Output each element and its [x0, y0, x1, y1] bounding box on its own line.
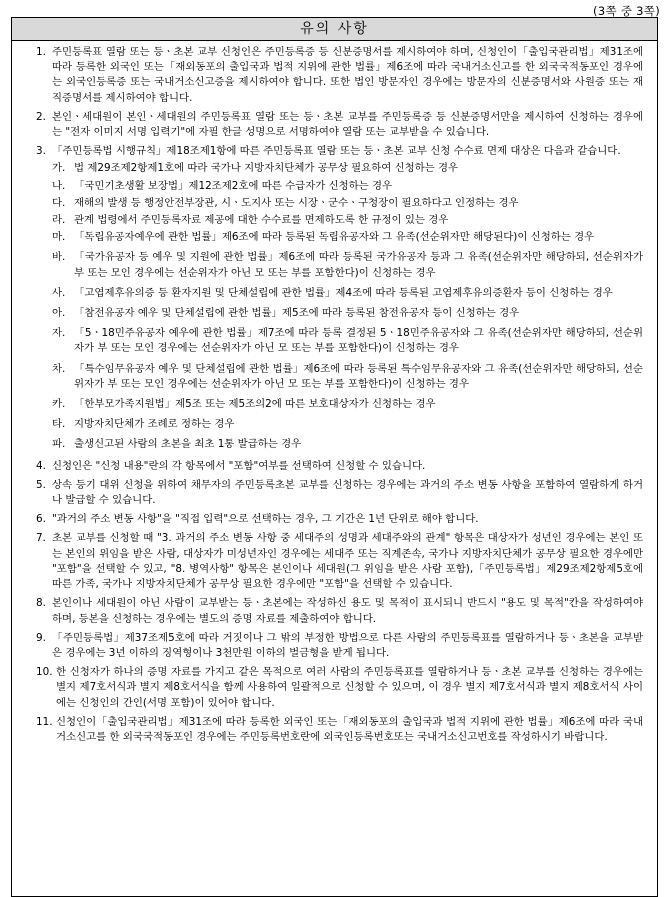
notice-item-6	[36, 512, 643, 527]
exemption-item	[52, 161, 643, 176]
exemption-item	[52, 250, 643, 280]
item-number: 9.	[36, 631, 46, 644]
item-number: 2.	[36, 110, 46, 123]
exemption-label: 가.	[52, 162, 66, 175]
item-number: 5.	[36, 478, 46, 491]
exemption-item	[52, 437, 643, 452]
item-text: 「주민등록법 시행규칙」제18조제1항에 따른 주민등록표 열람 또는 등ㆍ초본 교부 신청 수수료 면제 대상은 다음과 같습니다.	[52, 145, 621, 158]
exemption-text: 「한부모가족지원법」제5조 또는 제5조의2에 따른 보호대상자가 신청하는 경우	[74, 398, 436, 411]
item-text: 한 신청자가 하나의 증명 자료를 가지고 같은 목적으로 여러 사람의 주민등록표를 열람하거나 등ㆍ초본 교부를 신청하는 경우에는 별지 제7호서식과 별지 제8호서식을 함께 사용하여 일괄적으로 신청할 수 있으며, 이 경우 별지 제7호서식과 별지 제8호서식 사이에는 신청인의 간인(서명 포함)이 있어야 합니다.	[56, 666, 643, 709]
exemption-item	[52, 230, 643, 245]
exemption-item	[52, 196, 643, 211]
exemption-text: 「참전유공자 예우 및 단체설립에 관한 법률」제5조에 따라 등록된 참전유공자 등이 신청하는 경우	[74, 307, 520, 320]
exemption-text: 「국민기초생활 보장법」제12조제2호에 따른 수급자가 신청하는 경우	[74, 179, 393, 192]
exemption-text: 「국가유공자 등 예우 및 지원에 관한 법률」제6조에 따라 등록된 국가유공자 등과 그 유족(선순위자만 해당하되, 선순위자가 부 또는 모인 경우에는 선순위자가 아닌 모 또는 부를 포함한다)이 신청하는 경우	[74, 251, 643, 279]
item-number: 6.	[36, 513, 46, 526]
exemption-text: 「특수임무유공자 예우 및 단체설립에 관한 법률」제6조에 따라 등록된 특수임무유공자와 그 유족(선순위자만 해당하되, 선순위자가 부 또는 모인 경우에는 선순위자가 아닌 모 또는 부를 포함한다)이 신청하는 경우	[74, 362, 643, 390]
exemption-item	[52, 306, 643, 321]
item-text: 초본 교부를 신청할 때 "3. 과거의 주소 변동 사항 중 세대주의 성명과 세대주와의 관계" 항목은 대상자가 성년인 경우에는 본인 또는 본인의 위임을 받은 사람, 대상자가 미성년자인 경우에는 세대주 또는 직계존속, 국가나 지방자치단체가 공무상 필요한 경우에만 "포함"을 선택할 수 있고, "8. 병역사항" 항목은 본인이나 세대원(그 위임을 받은 사람 포함),「주민등록법」제29조제2항제5호에 따른 가족, 국가나 지방자치단체가 공무상 필요한 경우에만 "포함"을 선택할 수 있습니다.	[52, 532, 643, 591]
notice-item-3	[36, 144, 643, 454]
item-text: 본인이나 세대원이 아닌 사람이 교부받는 등ㆍ초본에는 작성하신 용도 및 목적이 표시되니 반드시 "용도 및 목적"칸을 작성하여야 하며, 등본을 신청하는 경우에는 별도의 증명 자료를 제출하여야 합니다.	[52, 597, 643, 625]
exemption-label: 자.	[52, 327, 66, 340]
item-number: 11.	[36, 715, 53, 728]
exemption-label: 나.	[52, 179, 66, 192]
item-number: 3.	[36, 145, 46, 158]
item-text: 「주민등록법」제37조제5호에 따라 거짓이나 그 밖의 부정한 방법으로 다른 사람의 주민등록표를 열람하거나 등ㆍ초본을 교부받은 경우에는 3년 이하의 징역형이나 3천만원 이하의 벌금형을 받게 됩니다.	[52, 631, 643, 659]
exemption-label: 아.	[52, 307, 66, 320]
item-text: 주민등록표 열람 또는 등ㆍ초본 교부 신청인은 주민등록증 등 신분증명서를 제시하여야 하며, 신청인이「출입국관리법」제31조에 따라 등록한 외국인 또는「재외동포의 출입국과 법적 지위에 관한 법률」제6조에 따라 국내거소신고를 한 외국국적동포인 경우에는 외국인등록증 또는 국내거소신고증을 제시하여야 합니다. 또한 법인 방문자인 경우에는 방문자의 신분증명서와 사원증 또는 재직증명서를 제시하여야 합니다.	[52, 46, 643, 104]
notice-title: 유의 사항	[12, 18, 657, 41]
item-number: 4.	[36, 459, 46, 472]
notice-item-2	[36, 110, 643, 140]
exemption-label: 사.	[52, 286, 66, 299]
item-text: 신청인은 "신청 내용"란의 각 항목에서 "포함"여부를 선택하여 신청할 수 있습니다.	[52, 459, 426, 472]
exemption-text: 출생신고된 사람의 초본을 최초 1통 발급하는 경우	[74, 438, 302, 451]
exemption-label: 카.	[52, 398, 66, 411]
item-text: "과거의 주소 변동 사항"을 "직접 입력"으로 선택하는 경우, 그 기간은 1년 단위로 해야 합니다.	[52, 513, 479, 526]
exemption-text: 「독립유공자예우에 관한 법률」제6조에 따라 등록된 독립유공자와 그 유족(선순위자만 해당된다)이 신청하는 경우	[74, 231, 595, 244]
notice-content	[12, 41, 657, 745]
notice-box	[11, 17, 658, 897]
item-number: 8.	[36, 597, 46, 610]
exemption-text: 「고엽제후유의증 등 환자지원 및 단체설립에 관한 법률」제4조에 따라 등록된 고엽제후유의증환자 등이 신청하는 경우	[74, 286, 613, 299]
exemption-label: 타.	[52, 418, 66, 431]
item-number: 1.	[36, 46, 46, 58]
exemption-label: 다.	[52, 196, 66, 209]
notice-item-10	[36, 665, 643, 711]
exemption-item	[52, 362, 643, 392]
exemption-label: 차.	[52, 362, 66, 375]
item-number: 7.	[36, 532, 46, 545]
notice-item-5	[36, 478, 643, 508]
exemption-item	[52, 417, 643, 432]
exemption-text: 법 제29조제2항제1호에 따라 국가나 지방자치단체가 공무상 필요하여 신청하는 경우	[74, 162, 459, 175]
item-text: 본인ㆍ세대원이 본인ㆍ세대원의 주민등록표 열람 또는 등ㆍ초본 교부를 주민등록증 등 신분증명서만을 제시하여 신청하는 경우에는 "전자 이미지 서명 입력기"에 자필 한글 성명으로 서명하여야 열람 또는 교부받을 수 있습니다.	[52, 110, 643, 139]
item-number: 10.	[36, 666, 53, 679]
page-indicator: (3쪽 중 3쪽)	[593, 4, 660, 18]
exemption-item	[52, 286, 643, 301]
item-text: 신청인이「출입국관리법」제31조에 따라 등록한 외국인 또는「재외동포의 출입국과 법적 지위에 관한 법률」제6조에 따라 국내거소신고를 한 외국국적동포인 경우에는 주민등록번호란에 외국인등록번호또는 국내거소신고번호를 작성하시기 바랍니다.	[56, 715, 643, 743]
notice-item-4	[36, 459, 643, 474]
exemption-text: 지방자치단체가 조례로 정하는 경우	[74, 418, 235, 431]
exemption-label: 파.	[52, 438, 66, 451]
exemption-text: 「5ㆍ18민주유공자 예우에 관한 법률」제7조에 따라 등록 결정된 5ㆍ18민주유공자와 그 유족(선순위자만 해당하되, 선순위자가 부 또는 모인 경우에는 선순위자가 아닌 모 또는 부를 포함한다)이 신청하는 경우	[74, 327, 643, 355]
exemption-item	[52, 326, 643, 356]
exemption-text: 관계 법령에서 주민등록자료 제공에 대한 수수료를 면제하도록 한 규정이 있는 경우	[74, 214, 449, 227]
notice-item-7	[36, 531, 643, 592]
exemption-item	[52, 397, 643, 412]
exemption-label: 바.	[52, 251, 66, 264]
notice-item-8	[36, 596, 643, 626]
notice-item-11	[36, 715, 643, 745]
exemption-label: 마.	[52, 231, 66, 244]
exemption-item	[52, 213, 643, 228]
exemption-text: 재해의 발생 등 행정안전부장관, 시ㆍ도지사 또는 시장ㆍ군수ㆍ구청장이 필요하다고 인정하는 경우	[74, 196, 519, 209]
item-text: 상속 등기 대위 신청을 위하여 채무자의 주민등록초본 교부를 신청하는 경우에는 과거의 주소 변동 사항을 포함하여 열람하게 하거나 발급할 수 있습니다.	[52, 478, 643, 507]
notice-item-9	[36, 631, 643, 661]
exemption-list	[52, 161, 643, 452]
notice-item-1	[36, 45, 643, 106]
exemption-item	[52, 179, 643, 194]
exemption-label: 라.	[52, 214, 66, 227]
